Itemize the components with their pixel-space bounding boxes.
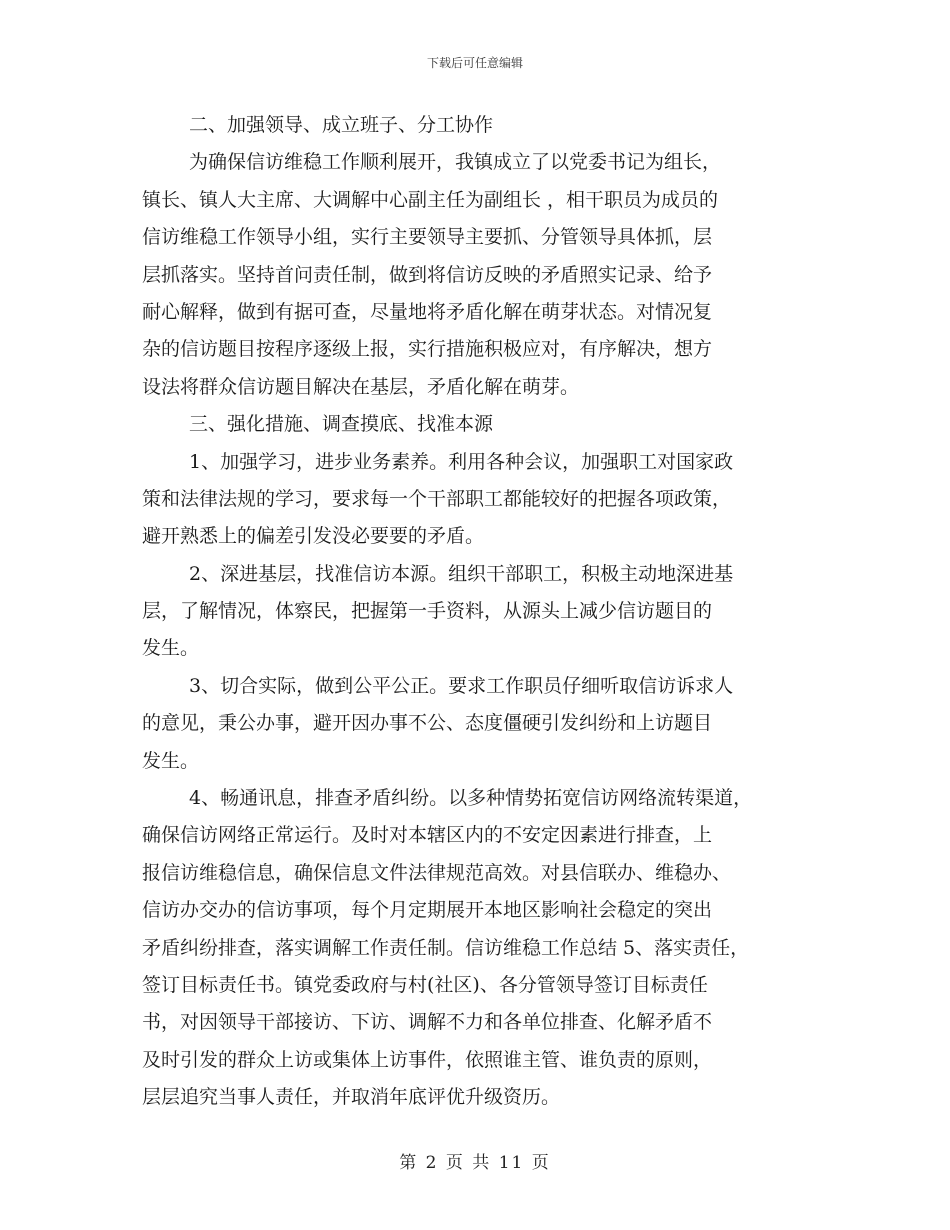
text-line: 签订目标责任书。镇党委政府与村(社区)、各分管领导签订目标责任 [142, 973, 708, 996]
text-line: 2、深进基层，找准信访本源。组织干部职工，积极主动地深进基 [189, 562, 734, 585]
text-line: 信访维稳工作领导小组，实行主要领导主要抓、分管领导具体抓，层 [142, 226, 713, 249]
text-line: 1、加强学习，进步业务素养。利用各种会议，加强职工对国家政 [189, 450, 734, 473]
text-line: 及时引发的群众上访或集体上访事件，依照谁主管、谁负责的原则， [142, 1048, 713, 1071]
text-line: 避开熟悉上的偏差引发没必要要的矛盾。 [142, 525, 485, 548]
text-line: 4、畅通讯息，排查矛盾纠纷。以多种情势拓宽信访网络流转渠道， [189, 787, 753, 810]
text-line: 信访办交办的信访事项，每个月定期展开本地区影响社会稳定的突出 [142, 899, 713, 922]
text-line: 策和法律法规的学习，要求每一个干部职工都能较好的把握各项政策， [142, 487, 732, 510]
text-line: 3、切合实际，做到公平公正。要求工作职员仔细听取信访诉求人 [189, 674, 734, 697]
text-line: 层抓落实。坚持首问责任制，做到将信访反映的矛盾照实记录、给予 [142, 263, 713, 286]
text-line: 镇长、镇人大主席、大调解中心副主任为副组长 ，相干职员为成员的 [142, 188, 719, 211]
text-line: 发生。 [142, 637, 200, 660]
text-line: 确保信访网络正常运行。及时对本辖区内的不安定因素进行排查，上 [142, 824, 713, 847]
header-note: 下载后可任意编辑 [426, 56, 523, 70]
text-line: 为确保信访维稳工作顺利展开，我镇成立了以党委书记为组长， [189, 151, 722, 174]
text-line: 报信访维稳信息，确保信息文件法律规范高效。对县信联办、维稳办、 [142, 861, 732, 884]
text-line: 杂的信访题目按程序逐级上报，实行措施积极应对，有序解决，想方 [142, 338, 713, 361]
text-line: 矛盾纠纷排查，落实调解工作责任制。信访维稳工作总结 5、落实责任， [142, 936, 750, 959]
document-body [142, 107, 822, 1117]
text-line: 设法将群众信访题目解决在基层，矛盾化解在萌芽。 [142, 375, 580, 398]
text-line: 层，了解情况，体察民，把握第一手资料，从源头上减少信访题目的 [142, 600, 713, 623]
text-line: 书，对因领导干部接访、下访、调解不力和各单位排查、化解矛盾不 [142, 1011, 713, 1034]
text-line: 三、强化措施、调查摸底、找准本源 [189, 413, 494, 436]
text-line: 层层追究当事人责任，并取消年底评优升级资历。 [142, 1086, 561, 1109]
text-line: 发生。 [142, 749, 200, 772]
page-footer: 第 2 页 共 11 页 [399, 1153, 551, 1173]
text-line: 的意见，秉公办事，避开因办事不公、态度僵硬引发纠纷和上访题目 [142, 712, 713, 735]
text-line: 耐心解释，做到有据可查，尽量地将矛盾化解在萌芽状态。对情况复 [142, 300, 713, 323]
text-line: 二、加强领导、成立班子、分工协作 [189, 114, 494, 136]
